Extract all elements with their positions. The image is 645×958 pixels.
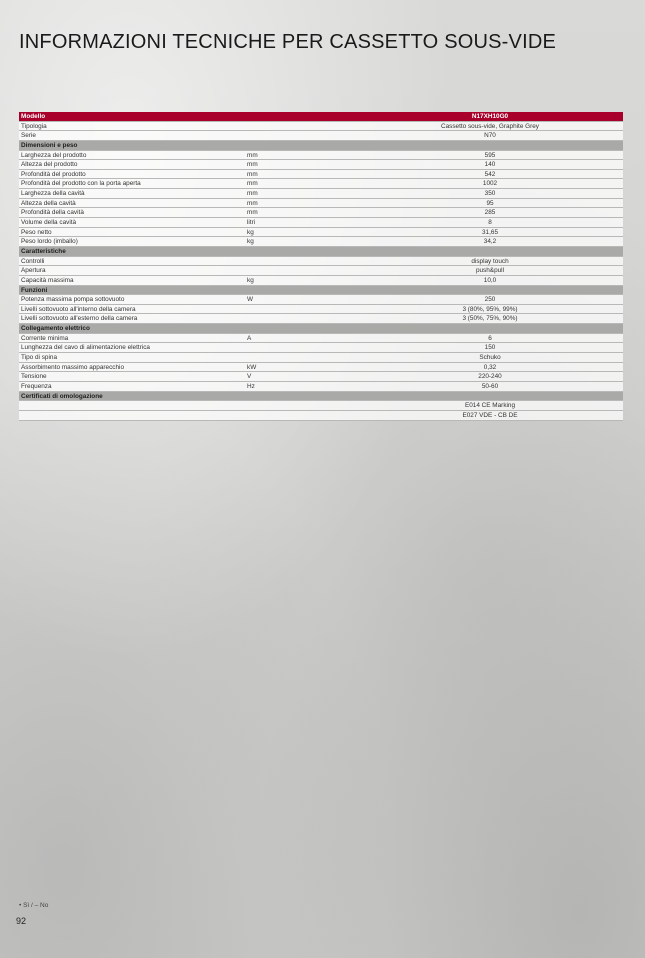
table-row — [19, 131, 623, 141]
table-row — [19, 170, 623, 180]
row-label: Potenza massima pompa sottovuoto — [21, 296, 125, 304]
row-label: Profondità del prodotto — [21, 170, 86, 178]
table-row — [19, 334, 623, 344]
row-unit: A — [247, 334, 252, 342]
table-row — [19, 411, 623, 421]
row-label: Livelli sottovuoto all'interno della camera — [21, 305, 136, 313]
row-label: Profondità della cavità — [21, 209, 84, 217]
row-value: 3 (80%, 95%, 99%) — [462, 305, 518, 313]
row-value — [357, 247, 623, 256]
row-unit: mm — [247, 190, 258, 198]
row-unit: kg — [247, 238, 254, 246]
table-row — [19, 343, 623, 353]
row-label: Tensione — [21, 373, 47, 381]
row-unit — [245, 257, 357, 266]
table-row — [19, 266, 623, 276]
row-label: Caratteristiche — [21, 247, 66, 255]
table-row — [19, 189, 623, 199]
table-row — [19, 151, 623, 161]
row-value: 150 — [484, 344, 496, 352]
row-value: 1002 — [482, 180, 498, 188]
section-row — [19, 286, 623, 296]
row-label: Corrente minima — [21, 334, 69, 342]
row-unit — [245, 343, 357, 352]
row-value: 595 — [484, 151, 496, 159]
row-value — [357, 324, 623, 333]
row-label — [19, 401, 245, 410]
row-unit: mm — [247, 209, 258, 217]
row-label: Larghezza della cavità — [21, 190, 85, 198]
row-value: 3 (50%, 75%, 90%) — [462, 315, 518, 323]
row-unit — [245, 131, 357, 140]
row-value — [357, 141, 623, 150]
row-unit — [245, 305, 357, 314]
row-value: 542 — [484, 170, 496, 178]
row-unit: mm — [247, 151, 258, 159]
row-unit — [245, 141, 357, 150]
row-unit — [245, 324, 357, 333]
row-unit: kg — [247, 276, 254, 284]
row-value: N70 — [484, 132, 496, 140]
row-value: 95 — [486, 199, 494, 207]
header-unit — [245, 112, 357, 121]
table-header-row — [19, 112, 623, 122]
row-label: Collegamento elettrico — [21, 325, 90, 333]
row-value: 220-240 — [478, 373, 502, 381]
row-value — [357, 286, 623, 295]
row-value: 0,32 — [483, 363, 497, 371]
table-row — [19, 363, 623, 373]
row-label: Certificati di omologazione — [21, 392, 103, 400]
row-label: Frequenza — [21, 382, 52, 390]
row-value: 250 — [484, 296, 496, 304]
table-row — [19, 160, 623, 170]
row-unit: litri — [247, 219, 256, 227]
row-value: Schuko — [479, 354, 501, 362]
row-unit: kg — [247, 228, 254, 236]
row-unit — [245, 401, 357, 410]
row-unit: kW — [247, 363, 257, 371]
section-row — [19, 324, 623, 334]
page-number: 92 — [16, 916, 27, 926]
row-unit — [245, 411, 357, 420]
row-label: Altezza della cavità — [21, 199, 76, 207]
table-row — [19, 228, 623, 238]
table-row — [19, 382, 623, 392]
table-row — [19, 122, 623, 132]
row-label: Volume della cavità — [21, 219, 77, 227]
row-unit — [245, 314, 357, 323]
row-unit — [245, 266, 357, 275]
row-label: Dimensioni e peso — [21, 141, 78, 149]
row-label: Tipo di spina — [21, 354, 57, 362]
row-label: Profondità del prodotto con la porta aperta — [21, 180, 141, 188]
row-label: Assorbimento massimo apparecchio — [21, 363, 125, 371]
table-row — [19, 353, 623, 363]
row-unit — [245, 122, 357, 131]
row-value: E027 VDE - CB DE — [462, 411, 518, 419]
row-label: Lunghezza del cavo di alimentazione elettrica — [21, 344, 150, 352]
row-unit: mm — [247, 180, 258, 188]
row-value: display touch — [471, 257, 509, 265]
row-value: 31,65 — [482, 228, 498, 236]
table-row — [19, 208, 623, 218]
row-value: 8 — [488, 219, 492, 227]
row-label: Funzioni — [21, 286, 48, 294]
row-value: E014 CE Marking — [464, 402, 516, 410]
row-value: 50-60 — [481, 382, 499, 390]
row-unit: mm — [247, 199, 258, 207]
header-model: N17XH10G0 — [471, 113, 509, 120]
row-value — [357, 392, 623, 401]
spec-table — [19, 112, 623, 421]
section-row — [19, 141, 623, 151]
table-row — [19, 295, 623, 305]
row-value: push&pull — [475, 267, 505, 275]
row-label: Larghezza del prodotto — [21, 151, 87, 159]
row-unit — [245, 392, 357, 401]
row-label: Altezza del prodotto — [21, 161, 78, 169]
row-value: 140 — [484, 161, 496, 169]
row-unit — [245, 247, 357, 256]
table-row — [19, 199, 623, 209]
row-unit — [245, 353, 357, 362]
table-row — [19, 305, 623, 315]
row-label: Serie — [21, 132, 36, 140]
row-value: 6 — [488, 334, 492, 342]
table-row — [19, 276, 623, 286]
row-unit: mm — [247, 161, 258, 169]
table-body — [19, 122, 623, 421]
table-row — [19, 237, 623, 247]
row-label: Peso lordo (imballo) — [21, 238, 78, 246]
row-label: Controlli — [21, 257, 45, 265]
row-label: Peso netto — [21, 228, 52, 236]
table-row — [19, 257, 623, 267]
table-row — [19, 218, 623, 228]
row-value: Cassetto sous-vide, Graphite Grey — [440, 122, 540, 130]
row-value: 285 — [484, 209, 496, 217]
row-value: 10,0 — [483, 276, 497, 284]
table-row — [19, 314, 623, 324]
footnote: • Sì / – No — [19, 902, 49, 909]
row-value: 34,2 — [483, 238, 497, 246]
row-label — [19, 411, 245, 420]
row-unit — [245, 286, 357, 295]
row-unit: W — [247, 296, 254, 304]
row-label: Livelli sottovuoto all'esterno della camera — [21, 315, 138, 323]
row-label: Apertura — [21, 267, 46, 275]
section-row — [19, 392, 623, 402]
row-value: 350 — [484, 190, 496, 198]
table-row — [19, 372, 623, 382]
table-row — [19, 401, 623, 411]
row-unit: mm — [247, 170, 258, 178]
row-unit: Hz — [247, 382, 255, 390]
row-label: Tipologia — [21, 122, 47, 130]
row-label: Capacità massima — [21, 276, 74, 284]
page-title: INFORMAZIONI TECNICHE PER CASSETTO SOUS-VIDE — [19, 31, 557, 53]
section-row — [19, 247, 623, 257]
header-label: Modello — [21, 113, 46, 120]
table-row — [19, 179, 623, 189]
row-unit: V — [247, 373, 252, 381]
